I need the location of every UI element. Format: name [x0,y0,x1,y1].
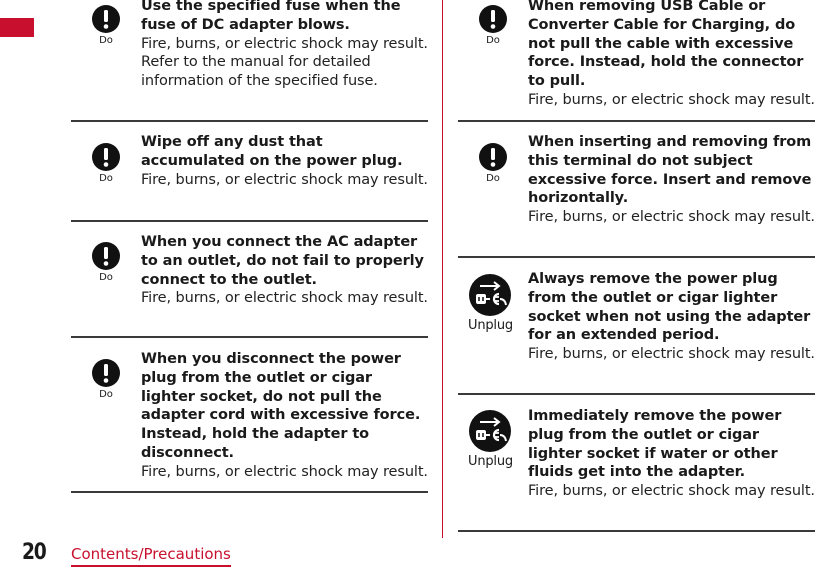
do-icon [89,142,123,184]
right-column [458,0,815,532]
precaution-item [458,122,815,258]
precaution-heading: When you disconnect the power plug from the outlet or cigar lighter socket, do not pull the adapter cord with excessive force. Instead, hold the adapter to disconnect. [141,351,421,461]
precaution-body: Fire, burns, or electric shock may result. [528,483,815,500]
precaution-body: Fire, burns, or electric shock may result. [141,290,428,307]
precaution-item [71,222,428,338]
precaution-heading: When inserting and removing from this terminal do not subject excessive force. Insert and remove horizontally. [528,134,812,207]
precaution-heading: When removing USB Cable or Converter Cable for Charging, do not pull the cable with excessive force. Instead, hold the connector to pull. [528,0,804,90]
precaution-body: Fire, burns, or electric shock may result. [141,463,428,480]
precaution-heading: Immediately remove the power plug from the outlet or cigar lighter socket if water or other fluids get into the adapter. [528,408,782,481]
section-link[interactable]: Contents/Precautions [71,545,231,567]
chapter-tab [0,18,34,37]
do-label: Do [99,389,113,400]
unplug-label: Unplug [468,454,513,469]
do-label: Do [99,173,113,184]
precaution-body: Fire, burns, or electric shock may result. [528,91,815,108]
left-column [71,0,428,493]
column-divider [442,0,443,538]
do-icon [476,4,510,46]
do-label: Do [99,35,113,46]
precaution-item [458,395,815,532]
precaution-heading: Wipe off any dust that accumulated on the power plug. [141,134,403,169]
unplug-icon [468,273,512,333]
precaution-item [458,258,815,395]
precaution-body: Fire, burns, or electric shock may result. [141,171,428,188]
precaution-heading: Always remove the power plug from the outlet or cigar lighter socket when not using the adapter for an extended period. [528,271,811,344]
precaution-heading: Use the specified fuse when the fuse of DC adapter blows. [141,0,401,33]
precaution-item [458,0,815,122]
precaution-body: Fire, burns, or electric shock may result. [528,209,815,226]
page-number: 20 [22,540,46,565]
do-icon [89,4,123,46]
do-icon [476,142,510,184]
precaution-heading: When you connect the AC adapter to an outlet, do not fail to properly connect to the outlet. [141,234,424,288]
precaution-item [71,338,428,493]
precaution-item [71,122,428,222]
do-label: Do [486,173,500,184]
unplug-label: Unplug [468,318,513,333]
do-icon [89,241,123,283]
precaution-body: Fire, burns, or electric shock may result. [528,346,815,363]
unplug-icon [468,409,512,469]
precaution-body: Fire, burns, or electric shock may result. Refer to the manual for detailed information of the specified fuse. [141,35,428,90]
do-label: Do [99,272,113,283]
do-icon [89,358,123,400]
do-label: Do [486,35,500,46]
precaution-item [71,0,428,122]
